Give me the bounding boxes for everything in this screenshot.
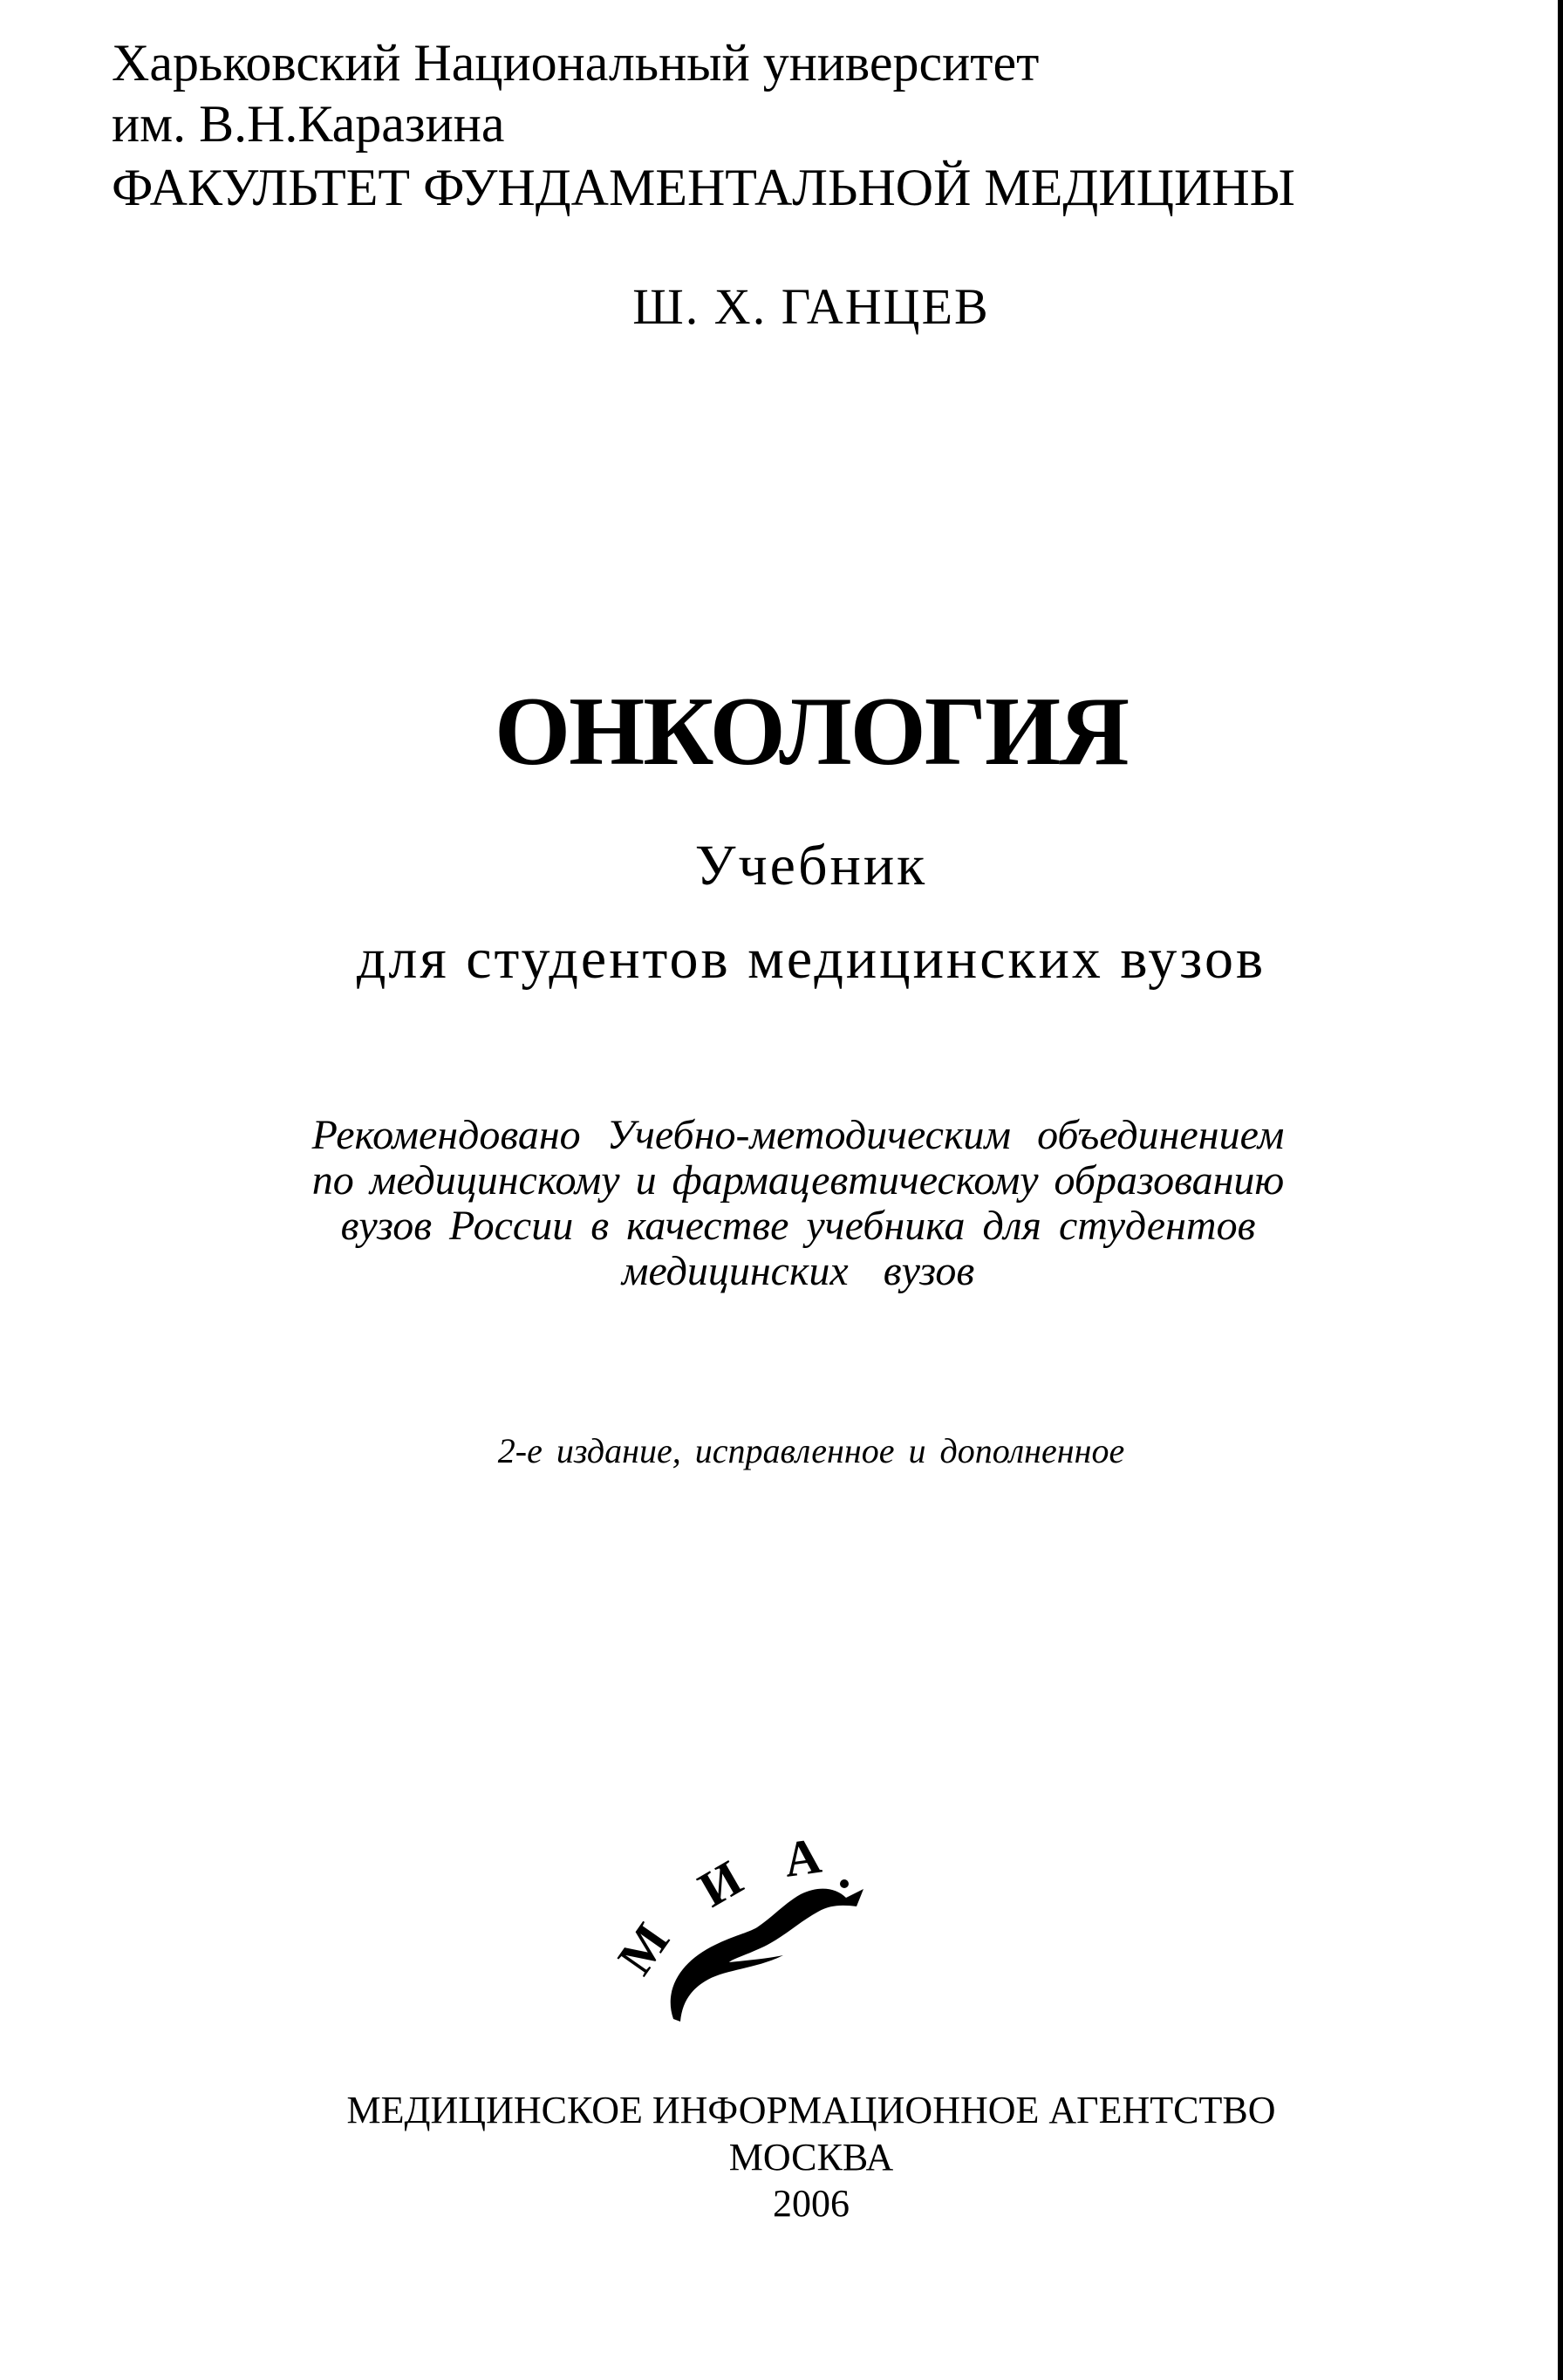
publication-year: 2006 — [773, 2182, 850, 2225]
university-name-line2: им. В.Н.Каразина — [112, 95, 505, 153]
publisher-city: МОСКВА — [728, 2136, 894, 2179]
logo-letter-a: А — [780, 1826, 825, 1888]
recommendation-line4: медицинских вузов — [621, 1248, 975, 1294]
edition-note: 2-е издание, исправленное и дополненное — [497, 1431, 1125, 1470]
faculty-name: ФАКУЛЬТЕТ ФУНДАМЕНТАЛЬНОЙ МЕДИЦИНЫ — [112, 159, 1296, 216]
recommendation-line2: по медицинскому и фармацевтическому образованию — [311, 1157, 1285, 1204]
mia-publisher-logo-icon — [602, 1814, 898, 2041]
publisher-name: МЕДИЦИНСКОЕ ИНФОРМАЦИОННОЕ АГЕНТСТВО — [346, 2089, 1276, 2131]
logo-swoosh-shape — [671, 1889, 863, 2022]
logo-letter-m: М — [606, 1913, 681, 1985]
author-name: Ш. Х. ГАНЦЕВ — [632, 278, 990, 335]
logo-letter-i: И — [689, 1849, 752, 1919]
recommendation-line3: вузов России в качестве учебника для студентов — [340, 1203, 1256, 1249]
university-name-line1: Харьковский Национальный университет — [112, 34, 1040, 92]
subtitle-line1: Учебник — [694, 834, 928, 897]
book-title: ОНКОЛОГИЯ — [494, 678, 1129, 786]
logo-swoosh-dot — [840, 1879, 849, 1888]
subtitle-line2: для студентов медицинских вузов — [356, 927, 1266, 991]
recommendation-line1: Рекомендовано Учебно-методическим объединением — [311, 1112, 1285, 1158]
